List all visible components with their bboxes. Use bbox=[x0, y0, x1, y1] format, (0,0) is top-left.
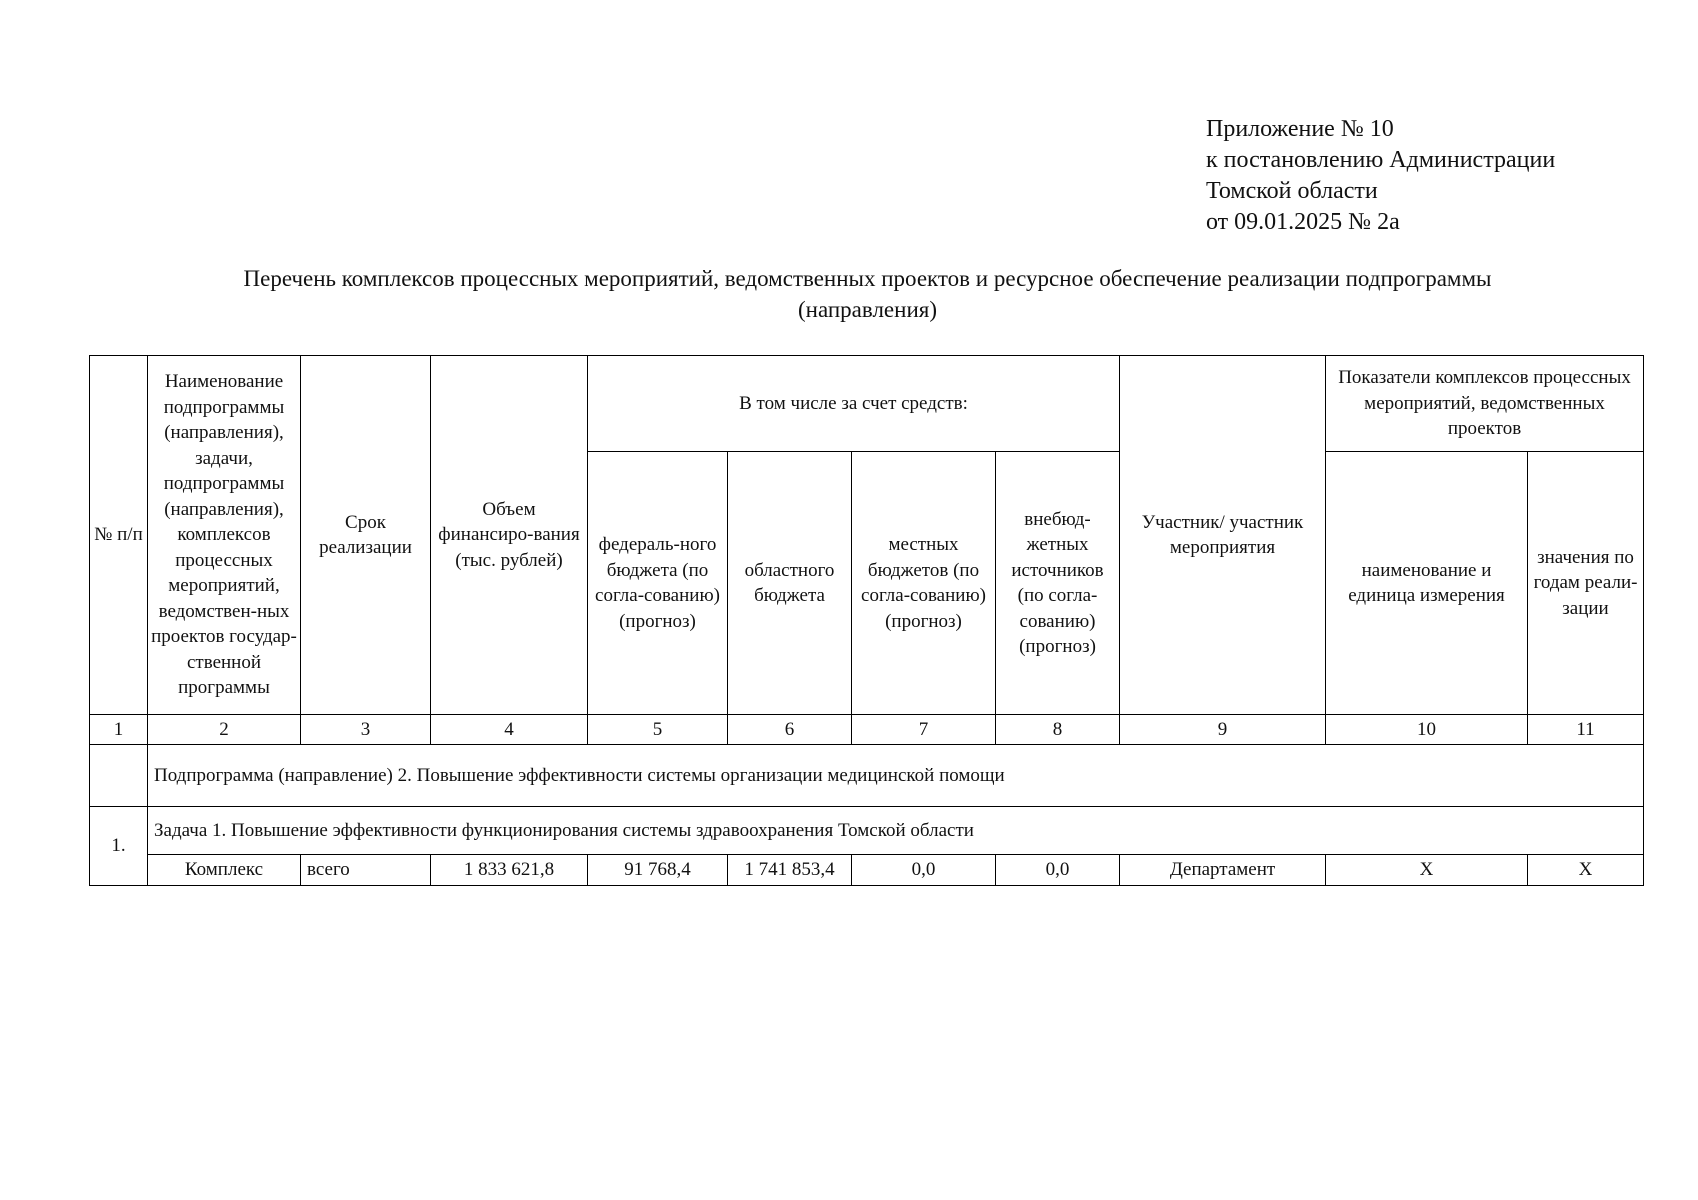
header-participant: Участник/ участник мероприятия bbox=[1120, 356, 1326, 715]
header-indicators-group: Показатели комплексов процессных мероприятий, ведомственных проектов bbox=[1326, 356, 1644, 452]
cell-local: 0,0 bbox=[852, 855, 996, 886]
header-indicator-name: наименование и единица измерения bbox=[1326, 452, 1528, 715]
task-row bbox=[90, 807, 1644, 855]
header-indicator-values: значения по годам реали-зации bbox=[1528, 452, 1644, 715]
header-name: Наименование подпрограммы (направления), задачи, подпрограммы (направления), комплексов процессных мероприятий, ведомствен-ных проектов государ-ственной программы bbox=[148, 356, 301, 715]
appendix-line-3: Томской области bbox=[1206, 178, 1378, 204]
document-title-line-2: (направления) bbox=[798, 297, 937, 322]
appendix-line-2: к постановлению Администрации bbox=[1206, 147, 1556, 173]
subprogram-title: Подпрограмма (направление) 2. Повышение эффективности системы организации медицинской помощи bbox=[148, 745, 1644, 807]
column-number: 10 bbox=[1326, 715, 1528, 745]
row-number: 1. bbox=[90, 807, 148, 886]
subprogram-num-cell bbox=[90, 745, 148, 807]
column-number: 5 bbox=[588, 715, 728, 745]
header-regional: областного бюджета bbox=[728, 452, 852, 715]
column-number: 1 bbox=[90, 715, 148, 745]
column-number: 8 bbox=[996, 715, 1120, 745]
column-number: 7 bbox=[852, 715, 996, 745]
document-title-line-1: Перечень комплексов процессных мероприятий, ведомственных проектов и ресурсное обеспечение реализации подпрограммы bbox=[243, 266, 1492, 291]
column-number: 6 bbox=[728, 715, 852, 745]
appendix-line-4: от 09.01.2025 № 2а bbox=[1206, 209, 1400, 235]
cell-name: Комплекс bbox=[148, 855, 301, 886]
column-number: 3 bbox=[301, 715, 431, 745]
table-header-row-1 bbox=[90, 356, 1644, 452]
document-title bbox=[140, 263, 1595, 325]
cell-federal: 91 768,4 bbox=[588, 855, 728, 886]
cell-volume: 1 833 621,8 bbox=[431, 855, 588, 886]
column-numbers-row bbox=[90, 715, 1644, 745]
header-term: Срок реализации bbox=[301, 356, 431, 715]
header-local: местных бюджетов (по согла-сованию) (прогноз) bbox=[852, 452, 996, 715]
task-title: Задача 1. Повышение эффективности функционирования системы здравоохранения Томской области bbox=[148, 807, 1644, 855]
column-number: 4 bbox=[431, 715, 588, 745]
cell-indicator-name: Х bbox=[1326, 855, 1528, 886]
cell-regional: 1 741 853,4 bbox=[728, 855, 852, 886]
column-number: 2 bbox=[148, 715, 301, 745]
column-number: 9 bbox=[1120, 715, 1326, 745]
table-row bbox=[90, 855, 1644, 886]
column-number: 11 bbox=[1528, 715, 1644, 745]
cell-extra: 0,0 bbox=[996, 855, 1120, 886]
resource-table bbox=[89, 355, 1644, 886]
cell-term: всего bbox=[301, 855, 431, 886]
cell-indicator-values: Х bbox=[1528, 855, 1644, 886]
header-federal: федераль-ного бюджета (по согла-сованию) (прогноз) bbox=[588, 452, 728, 715]
header-volume: Объем финансиро-вания (тыс. рублей) bbox=[431, 356, 588, 715]
subprogram-row bbox=[90, 745, 1644, 807]
appendix-line-1: Приложение № 10 bbox=[1206, 116, 1394, 142]
header-funds-group: В том числе за счет средств: bbox=[588, 356, 1120, 452]
appendix-header bbox=[1206, 114, 1555, 238]
header-extra: внебюд-жетных источников (по согла-сованию) (прогноз) bbox=[996, 452, 1120, 715]
cell-participant: Департамент bbox=[1120, 855, 1326, 886]
header-num: № п/п bbox=[90, 356, 148, 715]
